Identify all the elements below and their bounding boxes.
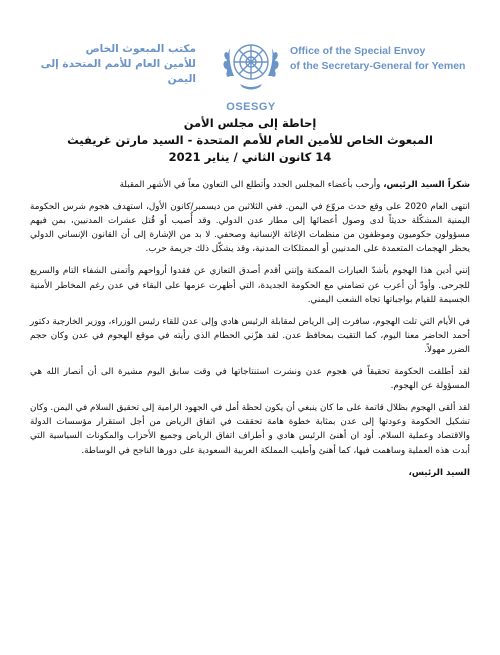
office-name-arabic	[26, 42, 196, 87]
briefing-title	[40, 115, 460, 166]
office-name-arabic-line2: للأمين العام للأمم المتحدة إلى اليمن	[40, 58, 196, 85]
paragraph-opening	[30, 178, 470, 192]
office-name-english	[290, 44, 490, 74]
un-emblem-icon	[218, 32, 284, 98]
office-acronym: OSESGY	[226, 101, 276, 113]
office-name-arabic-line1: مكتب المبعوث الخاص	[85, 43, 196, 55]
paragraph-condemnation: إنني أدين هذا الهجوم بأشدّ العبارات الممكنة وإنني أقدم أصدق التعازي عن فقدوا أرواحهم وأتمنى الشفاء التام والسريع للجرحى. وأودّ أن أعرب عن تضامني مع الحكومة الجديدة، التي أظهرت عزمها على البقاء في عدن رغم المخاطر الأمنية الجسيمة للقيام بواجباتها تجاه الشعب اليمني.	[30, 266, 470, 305]
opening-text: وأرحب بأعضاء المجلس الجدد وأتطلع الى التعاون معاً في الأشهر المقبلة	[119, 180, 384, 190]
title-line2: المبعوث الخاص للأمين العام للأمم المتحدة - السيد مارتن غريفيث	[67, 133, 433, 147]
paragraph-peace-process: لقد ألقى الهجوم بظلال قاتمة على ما كان ينبغي أن يكون لحظة أمل في الجهود الرامية إلى تحقيق السلام في اليمن. وكان تشكيل الحكومة وعودتها إلى عدن بمثابة خطوة هامة تحققت في اتفاق الرياض من أجل استقرار مؤسسات الدولة والاقتصاد وعملية السلام. أود ان أهنئ الرئيس هادي و أطراف اتفاق الرياض وجميع الأحزاب والمكونات السياسية التي أبدت هذه العملية وساهمت فيها، كما أهنئ وأطيب المملكة العربية السعودية على دورها الناجح في الوساطة.	[30, 403, 470, 456]
paragraph-attack: انتهى العام 2020 على وقع حدث مروّع في اليمن. ففي الثلاثين من ديسمبر/كانون الأول، استهدف هجوم شرس الحكومة اليمنية المشكّلة حديثاً لدى وصول أعضائها إلى مطار عدن الدولي. وقد أُصيب أو قُتل عشرات المدنيين، بمن فيهم مسؤولون حكوميون وموظفون من منظمات الإغاثة الإنسانية وصحفي. لا بد من الإشارة إلى أن القانون الإنساني الدولي يحظر الهجمات المتعمدة على المدنيين أو الممتلكات المدنية، وقد يشكّل ذلك جريمة حرب.	[30, 202, 470, 255]
briefing-body	[30, 178, 470, 488]
opening-salutation: شكراً السيد الرئيس،	[383, 180, 470, 190]
title-date: 14 كانون الثاني / يناير 2021	[168, 150, 332, 164]
paragraph-visit: في الأيام التي تلت الهجوم، سافرت إلى الرياض لمقابلة الرئيس هادي وإلى عدن للقاء رئيس الوزراء، ووزير الخارجية دكتور أحمد الحاضر معنا اليوم، كما التقيت بمحافظ عدن. لقد هزّني الحطام الذي رأيته في موقع الهجوم في عدن وكان حجم الضرر مهولاً.	[30, 316, 470, 355]
letterhead	[0, 18, 500, 113]
office-name-english-line2: of the Secretary-General for Yemen	[290, 60, 466, 72]
title-line1: إحاطة إلى مجلس الأمن	[183, 116, 317, 130]
paragraph-investigation: لقد أطلقت الحكومة تحقيقاً في هجوم عدن ونشرت استنتاجاتها في وقت سابق اليوم مشيرة الى أن أنصار الله هي المسؤولة عن الهجوم.	[30, 367, 470, 392]
closing-salutation: السيد الرئيس،	[408, 467, 470, 478]
office-name-english-line1: Office of the Special Envoy	[290, 45, 426, 57]
